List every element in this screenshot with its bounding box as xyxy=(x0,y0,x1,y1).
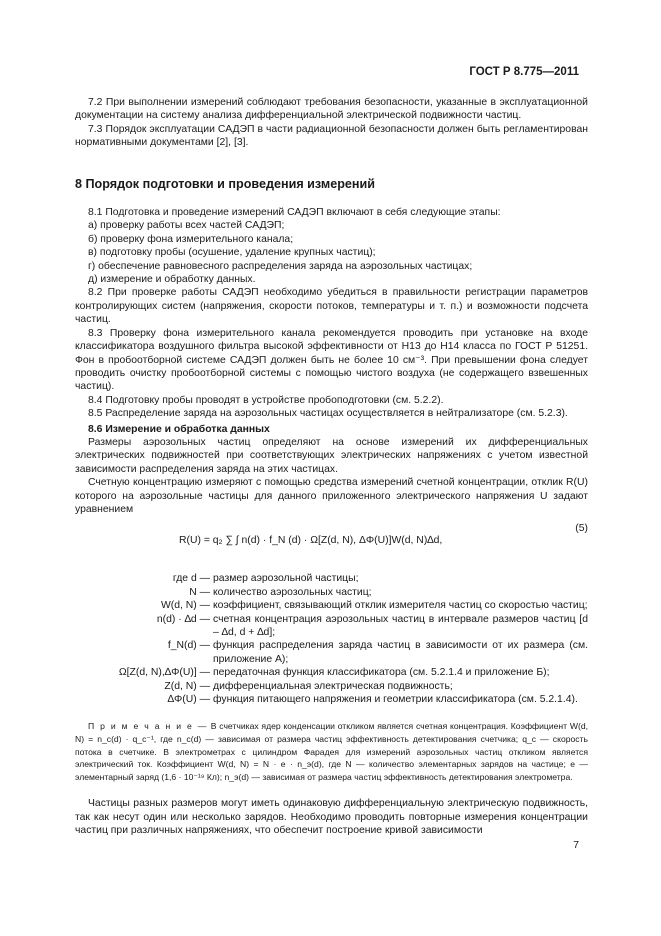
definition-text: дифференциальная электрическая подвижность; xyxy=(213,680,453,692)
definition-symbol: где d — xyxy=(172,573,210,585)
note-label: П р и м е ч а н и е — xyxy=(88,721,208,732)
document-header: ГОСТ Р 8.775—2011 xyxy=(469,66,579,78)
paragraph-8-4: 8.4 Подготовку пробы проводят в устройстве пробоподготовки (см. 5.2.2). xyxy=(88,394,444,406)
definition-text: размер аэрозольной частицы; xyxy=(213,573,359,585)
list-item: б) проверку фона измерительного канала; xyxy=(88,233,294,245)
paragraph-7-2: 7.2 При выполнении измерений соблюдают требования безопасности, указанные в эксплуатационной документации на систему анализа дифференциальной электрической подвижности частиц. xyxy=(75,97,588,122)
definition-symbol: Z(d, N) — xyxy=(164,680,210,692)
closing-paragraph: Частицы разных размеров могут иметь одинаковую дифференциальную электрическую подвижность, так как несут один или несколько зарядов. Необходимо проводить повторные измерения концентрации частиц при различных напряжениях, что обеспечит построение кривой зависимости xyxy=(75,798,588,837)
list-item: в) подготовку пробы (осушение, удаление крупных частиц); xyxy=(88,247,376,259)
definition-symbol: n(d) · ∆d — xyxy=(156,613,210,625)
definition-symbol: f_N(d) — xyxy=(167,640,210,652)
definition-text: счетная концентрация аэрозольных частиц в интервале размеров частиц [d – ∆d, d + ∆d]; xyxy=(213,613,588,638)
definition-item xyxy=(75,693,588,706)
definition-item xyxy=(75,586,588,599)
paragraph-8-5: 8.5 Распределение заряда на аэрозольных частицах осуществляется в нейтрализаторе (см. 5.2.3). xyxy=(88,408,568,420)
note-text: В счетчиках ядер конденсации откликом является счетная концентрация. Коэффициент W(d, N) = n_c(d) · q_c⁻¹, где n_c(d) — зависимая от размера частиц эффективность детектирования счетчика; q_c — скорость потока в счетчике. В электрометрах с цилиндром Фарадея для измерений аэрозольных частиц откликом является электрический ток. Коэффициент W(d, N) = N · e · n_э(d), где N — количество элементарных зарядов на частице; e — элементарный заряд (1,6 · 10⁻¹⁹ Кл); n_э(d) — зависимая от размера частиц эффективность детектирования электрометра. xyxy=(75,721,589,782)
section-heading: 8 Порядок подготовки и проведения измерений xyxy=(75,176,375,191)
page-content xyxy=(75,96,588,838)
definition-symbol: ∆Φ(U) — xyxy=(167,694,210,706)
paragraph-8-3: 8.3 Проверку фона измерительного канала рекомендуется проводить при установке на входе классификатора воздушного фильтра высокой эффективности от Н13 до Н14 класса по ГОСТ Р 51251. Фон в пробоотборной системе САДЭП должен быть не более 10 см⁻³. При превышении фона следует проводить очистку пробоотборной системы с помощью чистого воздуха (не содержащего взвешенных частиц). xyxy=(75,327,588,393)
list-item: г) обеспечение равновесного распределения заряда на аэрозольных частицах; xyxy=(88,260,473,272)
formula-expression: R(U) = q₂ ∑ ∫ n(d) · f_N (d) · Ω[Z(d, N), ΔΦ(U)]W(d, N)∆d, xyxy=(179,535,443,547)
definition-text: функция питающего напряжения и геометрии классификатора (см. 5.2.1.4). xyxy=(213,694,578,706)
definition-item xyxy=(75,639,588,666)
definition-text: функция распределения заряда частиц в зависимости от их размера (см. приложение А); xyxy=(213,640,588,665)
definition-text: коэффициент, связывающий отклик измерителя частиц со скоростью частиц; xyxy=(213,600,588,612)
paragraph-7-3: 7.3 Порядок эксплуатации САДЭП в части радиационной безопасности должен быть регламентирован нормативными документами [2], [3]. xyxy=(75,123,588,149)
paragraph-8-6-b: Счетную концентрацию измеряют с помощью средства измерений счетной концентрации, отклик R(U) которого на аэрозольные частицы для данного приложенного электрического напряжения U задают уравнением xyxy=(75,477,588,515)
definition-item xyxy=(75,613,588,640)
definition-item xyxy=(75,599,588,612)
note xyxy=(75,720,588,783)
definition-symbol: N — xyxy=(189,586,210,598)
page-number: 7 xyxy=(573,840,579,851)
subsection-heading: 8.6 Измерение и обработка данных xyxy=(88,423,270,435)
paragraph-8-1: 8.1 Подготовка и проведение измерений САДЭП включают в себя следующие этапы: xyxy=(88,207,501,219)
equation-number: (5) xyxy=(575,523,588,535)
list-item: д) измерение и обработку данных. xyxy=(88,274,256,286)
definition-symbol: W(d, N) — xyxy=(160,600,210,612)
paragraph-8-2: 8.2 При проверке работы САДЭП необходимо убедиться в правильности регистрации параметров контролирующих систем (напряжения, скорости потоков, температуры и т. п.) и возможности подсчета частиц. xyxy=(75,287,588,326)
equation-5 xyxy=(75,522,588,562)
definition-item xyxy=(75,680,588,693)
definition-text: передаточная функция классификатора (см. 5.2.1.4 и приложение Б); xyxy=(213,667,550,679)
definitions-list xyxy=(75,572,588,706)
paragraph-8-6-a: Размеры аэрозольных частиц определяют на основе измерений их дифференциальных электрических подвижностей при соответствующих электрических напряжениях с учетом известной зависимости распределения заряда на этих частицах. xyxy=(75,436,588,475)
definition-text: количество аэрозольных частиц; xyxy=(213,586,372,598)
definition-symbol: Ω[Z(d, N),∆Φ(U)] — xyxy=(118,667,210,679)
list-item: а) проверку работы всех частей САДЭП; xyxy=(88,220,285,232)
definition-item xyxy=(75,572,588,585)
definition-item xyxy=(75,666,588,679)
